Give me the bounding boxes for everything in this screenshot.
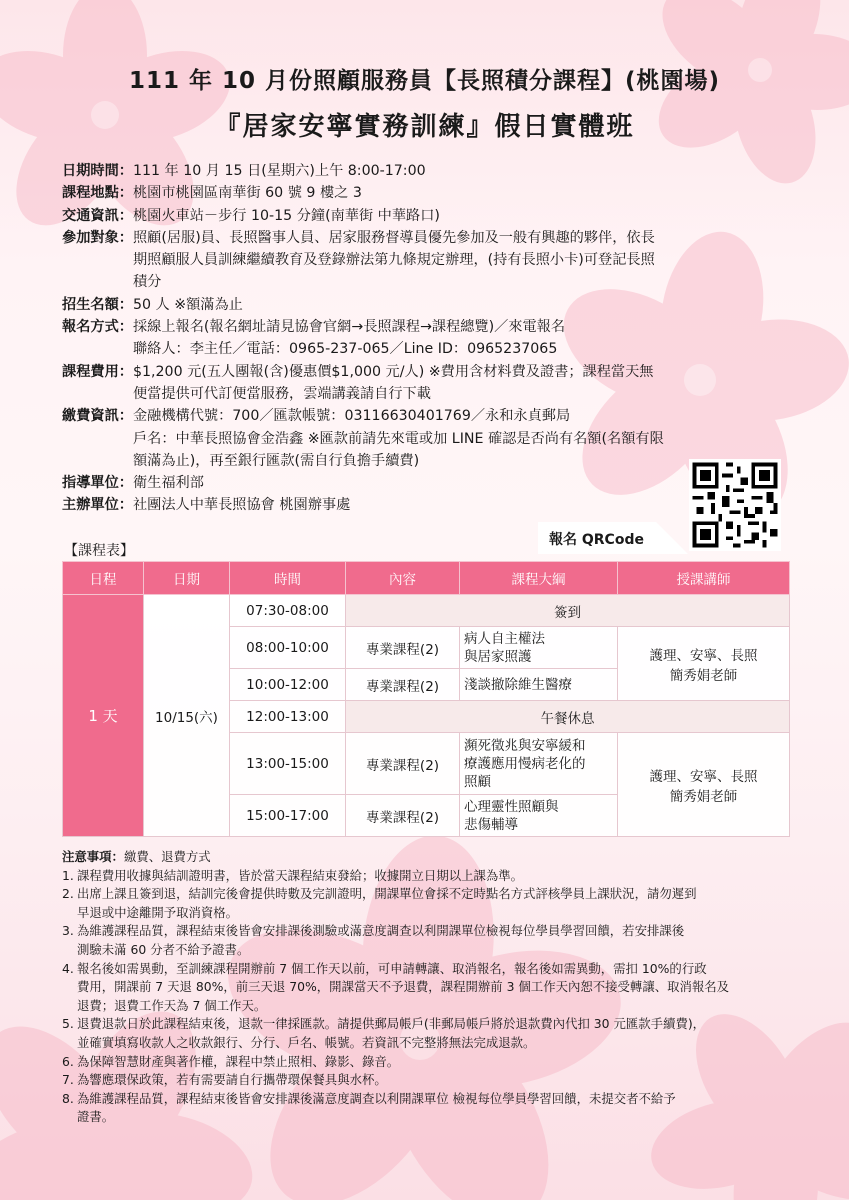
note-number: 3. — [62, 923, 74, 939]
outline-cell — [460, 627, 618, 669]
day-cell: 1 天 — [63, 595, 144, 837]
info-line: 聯絡人：李主任／電話：0965-237-065／Line ID：0965237065 — [132, 341, 558, 358]
instructor-cell — [618, 627, 790, 701]
time-cell: 10:00-12:00 — [230, 669, 346, 701]
info-line: 戶名：中華長照協會金浩鑫 ※匯款前請先來電或加 LINE 確認是否尚有名額(名額有限 — [132, 430, 664, 447]
qr-code[interactable] — [689, 459, 781, 551]
outline-line: 照顧 — [464, 773, 491, 790]
outline-line: 與居家照護 — [464, 648, 532, 665]
note-line: 證書。 — [77, 1109, 115, 1125]
note-number: 1. — [62, 867, 74, 883]
time-cell: 13:00-15:00 — [230, 733, 346, 795]
notes-heading — [62, 848, 794, 867]
outline-line: 心理靈性照顧與 — [464, 798, 559, 815]
info-fee — [62, 361, 797, 406]
note-text — [77, 1071, 794, 1090]
table-row — [63, 595, 790, 627]
page-title: 111 年 10 月份照顧服務員【長照積分課程】(桃園場) — [128, 68, 721, 94]
outline-line: 淺談撤除維生醫療 — [464, 676, 572, 693]
info-line: 額滿為止)，再至銀行匯款(需自行負擔手續費) — [132, 452, 420, 469]
note-line: 測驗未滿 60 分者不給予證書。 — [77, 941, 250, 957]
note-text — [77, 1090, 794, 1127]
note-number: 2. — [62, 886, 74, 902]
column-header: 授課講師 — [618, 562, 790, 595]
note-line: 退費；退費工作天為 7 個工作天。 — [77, 997, 267, 1013]
outline-line: 病人自主權法 — [464, 630, 545, 647]
time-cell: 08:00-10:00 — [230, 627, 346, 669]
date-cell: 10/15(六) — [144, 595, 230, 837]
page-subtitle: 『居家安寧實務訓練』假日實體班 — [214, 112, 635, 142]
note-line: 為維護課程品質，課程結束後皆會安排課後測驗或滿意度調查以利開課單位檢視每位學員學習回饋，若安排課後 — [77, 923, 685, 939]
info-line: 採線上報名(報名網址請見協會官網→長照課程→課程總覽)／來電報名 — [132, 319, 566, 336]
outline-line: 療護應用慢病老化的 — [464, 755, 586, 772]
notes-head-label: 注意事項： — [62, 849, 124, 864]
info-label: 課程地點： — [62, 185, 133, 202]
info-line: 金融機構代號：700／匯款帳號：03116630401769／永和永貞郵局 — [132, 408, 571, 425]
note-line: 早退或中途離開予取消資格。 — [77, 904, 239, 920]
info-value: 衛生福利部 — [132, 475, 204, 492]
info-location — [62, 182, 797, 204]
content-cell: 專業課程(2) — [346, 733, 460, 795]
note-line: 課程費用收據與結訓證明書，皆於當天課程結束發給；收據開立日期以上課為準。 — [77, 867, 524, 883]
note-line: 為響應環保政策，若有需要請自行攜帶環保餐具與水杯。 — [77, 1072, 387, 1088]
info-label: 課程費用： — [62, 363, 133, 380]
info-date — [62, 160, 797, 182]
info-value: 桃園火車站－步行 10-15 分鐘(南華街 中華路口) — [132, 207, 440, 224]
info-line: $1,200 元(五人團報(含)優惠價$1,000 元/人) ※費用含材料費及證書；課程當天無 — [132, 363, 654, 380]
info-line: 便當提供可代訂便當服務，雲端講義請自行下載 — [132, 385, 431, 402]
info-value: 桃園市桃園區南華街 60 號 9 樓之 3 — [132, 185, 362, 202]
info-label: 招生名額： — [62, 296, 133, 313]
note-text — [77, 867, 794, 886]
column-header: 內容 — [346, 562, 460, 595]
note-item — [62, 960, 794, 1016]
info-label: 參加對象： — [62, 229, 133, 246]
info-quota — [62, 294, 797, 316]
info-signup — [62, 316, 797, 361]
info-value — [133, 361, 797, 406]
notes-section — [62, 848, 794, 1127]
note-number: 7. — [62, 1072, 74, 1088]
instructor-cell — [618, 733, 790, 837]
info-value — [133, 227, 797, 294]
note-number: 4. — [62, 960, 74, 976]
info-label: 指導單位： — [62, 475, 133, 492]
time-cell: 12:00-13:00 — [230, 701, 346, 733]
note-line: 並確實填寫收款人之收款銀行、分行、戶名、帳號。若資訊不完整將無法完成退款。 — [77, 1034, 536, 1050]
schedule-title: 【課程表】 — [64, 543, 134, 559]
note-item — [62, 867, 794, 886]
info-value: 111 年 10 月 15 日(星期六)上午 8:00-17:00 — [132, 163, 426, 179]
instructor-line: 護理、安寧、長照 — [649, 647, 758, 664]
outline-line: 悲傷輔導 — [464, 816, 518, 833]
course-info — [62, 160, 797, 517]
info-line: 照顧(居服)員、長照醫事人員、居家服務督導員優先參加及一般有興趣的夥伴，依長 — [132, 229, 655, 246]
note-item — [62, 1015, 794, 1052]
note-number: 5. — [62, 1016, 74, 1032]
info-line: 積分 — [132, 274, 162, 291]
outline-cell — [460, 669, 618, 701]
instructor-line: 護理、安寧、長照 — [649, 768, 758, 785]
notes-subhead: 繳費、退費方式 — [123, 849, 211, 864]
note-item — [62, 1053, 794, 1072]
info-line: 期照顧服人員訓練繼續教育及登錄辦法第九條規定辦理，(持有長照小卡)可登記長照 — [132, 252, 655, 269]
table-header-row — [63, 562, 790, 595]
info-payment — [62, 405, 797, 472]
info-value: 社團法人中華長照協會 桃園辦事處 — [132, 497, 351, 514]
note-item — [62, 885, 794, 922]
info-guidance — [62, 472, 797, 494]
info-label: 報名方式： — [62, 319, 133, 336]
outline-line: 瀕死徵兆與安寧緩和 — [464, 737, 586, 754]
note-line: 報名後如需異動，至訓練課程開辦前 7 個工作天以前，可申請轉讓、取消報名，報名後如需異動，需扣 10%的行政 — [77, 960, 707, 976]
content-cell: 專業課程(2) — [346, 627, 460, 669]
content-cell: 專業課程(2) — [346, 669, 460, 701]
outline-cell — [460, 795, 618, 837]
instructor-line: 簡秀娟老師 — [669, 788, 738, 805]
qr-label: 報名 QRCode — [549, 532, 644, 548]
info-label: 主辦單位： — [62, 497, 133, 514]
info-label: 繳費資訊： — [62, 408, 133, 425]
note-line: 為維護課程品質，課程結束後皆會安排課後滿意度調查以利開課單位 檢視每位學員學習回饋，未提交者不給予 — [77, 1090, 676, 1106]
note-item — [62, 1090, 794, 1127]
outline-cell — [460, 733, 618, 795]
merged-cell: 簽到 — [346, 595, 790, 627]
schedule-table — [62, 561, 790, 837]
info-value: 50 人 ※額滿為止 — [132, 296, 243, 313]
note-item — [62, 1071, 794, 1090]
info-label: 日期時間： — [62, 163, 133, 179]
note-number: 6. — [62, 1053, 74, 1069]
note-line: 退費退款日於此課程結束後，退款一律採匯款。請提供郵局帳戶(非郵局帳戶將於退款費內代扣 30 元匯款手續費)， — [77, 1016, 706, 1032]
note-text — [77, 885, 794, 922]
info-transport — [62, 205, 797, 227]
info-organizer — [62, 494, 797, 516]
merged-cell: 午餐休息 — [346, 701, 790, 733]
info-value — [133, 316, 797, 361]
column-header: 時間 — [230, 562, 346, 595]
note-line: 費用，開課前 7 天退 80%，前三天退 70%，開課當天不予退費，課程開辦前 3 個工作天內恕不接受轉讓、取消報名及 — [77, 979, 730, 995]
column-header: 課程大綱 — [460, 562, 618, 595]
note-line: 出席上課且簽到退，結訓完後會提供時數及完訓證明，開課單位會採不定時點名方式評核學員上課狀況，請勿遲到 — [77, 886, 697, 902]
column-header: 日期 — [144, 562, 230, 595]
note-number: 8. — [62, 1090, 74, 1106]
note-text — [77, 960, 794, 1016]
column-header: 日程 — [63, 562, 144, 595]
note-text — [77, 922, 794, 959]
time-cell: 15:00-17:00 — [230, 795, 346, 837]
note-text — [77, 1053, 794, 1072]
content-cell: 專業課程(2) — [346, 795, 460, 837]
time-cell: 07:30-08:00 — [230, 595, 346, 627]
note-text — [77, 1015, 794, 1052]
note-line: 為保障智慧財產與著作權，課程中禁止照相、錄影、錄音。 — [77, 1053, 400, 1069]
note-item — [62, 922, 794, 959]
info-label: 交通資訊： — [62, 207, 133, 224]
instructor-line: 簡秀娟老師 — [669, 667, 738, 684]
info-audience — [62, 227, 797, 294]
